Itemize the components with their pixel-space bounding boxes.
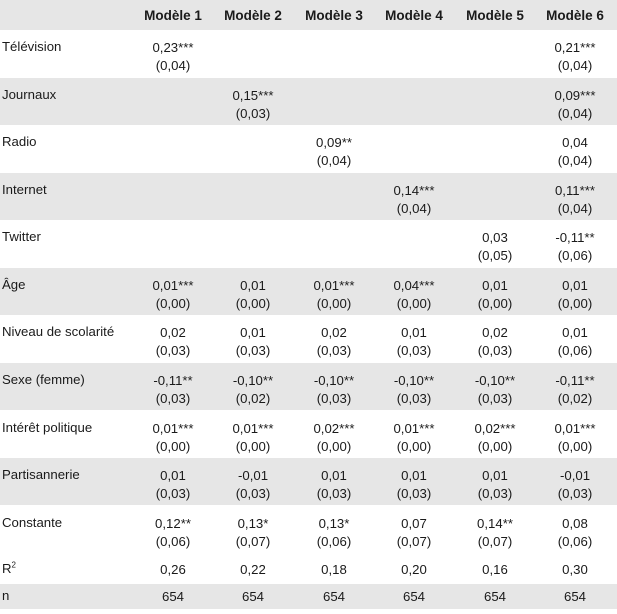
table-cell: [133, 420, 213, 456]
table-cell: [535, 515, 615, 551]
standard-error: (0,04): [396, 201, 432, 216]
table-cell: [294, 515, 374, 551]
table-row: [0, 220, 617, 267]
standard-error: (0,02): [235, 391, 271, 406]
table-row: [0, 78, 617, 125]
coefficient: 0,01***: [232, 421, 274, 436]
table-cell: [455, 372, 535, 408]
coefficient: 0,02: [160, 325, 186, 340]
coefficient: 0,09**: [316, 135, 352, 150]
table-row: [0, 125, 617, 172]
standard-error: (0,05): [477, 248, 513, 263]
standard-error: (0,03): [396, 391, 432, 406]
table-cell: [535, 277, 615, 313]
table-row: [0, 30, 617, 77]
coefficient: 0,21***: [554, 40, 596, 55]
table-cell: [374, 420, 454, 456]
standard-error: (0,07): [477, 534, 513, 549]
coefficient: -0,01: [559, 468, 591, 483]
coefficient: 0,13*: [237, 516, 269, 531]
coefficient: 0,01***: [152, 421, 194, 436]
table-cell: [374, 324, 454, 360]
table-cell: [535, 134, 615, 170]
table-cell: [294, 420, 374, 456]
coefficient: 0,01***: [152, 278, 194, 293]
standard-error: (0,03): [316, 486, 352, 501]
table-cell: [535, 324, 615, 360]
row-label: Journaux: [2, 87, 57, 102]
coefficient: 0,15***: [232, 88, 274, 103]
coefficient: -0,11**: [555, 230, 595, 245]
n-row: [0, 584, 617, 609]
standard-error: (0,04): [557, 106, 593, 121]
table-cell: [455, 324, 535, 360]
standard-error: (0,00): [235, 296, 271, 311]
coefficient: 0,09***: [554, 88, 596, 103]
table-cell: [455, 277, 535, 313]
table-cell: [374, 182, 454, 218]
r-squared-row-value: 0,26: [160, 562, 186, 577]
table-cell: [535, 372, 615, 408]
table-cell: [535, 39, 615, 75]
n-row-label: [2, 588, 9, 603]
row-label: Télévision: [2, 39, 62, 54]
coefficient: 0,01: [482, 468, 508, 483]
table-cell: [133, 467, 213, 503]
coefficient: 0,14***: [393, 183, 435, 198]
coefficient: 0,01: [321, 468, 347, 483]
row-label: Twitter: [2, 229, 41, 244]
standard-error: (0,00): [235, 439, 271, 454]
standard-error: (0,06): [557, 534, 593, 549]
table-cell: [374, 277, 454, 313]
coefficient: -0,11**: [555, 373, 595, 388]
coefficient: 0,14**: [477, 516, 513, 531]
standard-error: (0,03): [396, 343, 432, 358]
r-squared-row-value: 0,20: [401, 562, 427, 577]
standard-error: (0,00): [557, 296, 593, 311]
table-cell: [294, 324, 374, 360]
coefficient: 0,02: [482, 325, 508, 340]
coefficient: 0,01: [482, 278, 508, 293]
standard-error: (0,00): [477, 439, 513, 454]
standard-error: (0,00): [557, 439, 593, 454]
coefficient: -0,10**: [313, 373, 355, 388]
table-cell: [374, 515, 454, 551]
table-cell: [294, 277, 374, 313]
n-row-value: 654: [161, 589, 184, 604]
column-header-4: Modèle 4: [385, 8, 443, 23]
n-row-value: 654: [241, 589, 264, 604]
table-cell: [455, 420, 535, 456]
table-row: [0, 506, 617, 553]
column-header-5: Modèle 5: [466, 8, 524, 23]
coefficient: 0,01: [401, 468, 427, 483]
column-header-2: Modèle 2: [224, 8, 282, 23]
table-cell: [213, 420, 293, 456]
standard-error: (0,03): [477, 343, 513, 358]
standard-error: (0,00): [155, 296, 191, 311]
table-cell: [294, 467, 374, 503]
table-cell: [213, 372, 293, 408]
coefficient: 0,23***: [152, 40, 194, 55]
r-squared-row-label-superscript: 2: [11, 560, 16, 570]
coefficient: 0,01: [240, 325, 266, 340]
table-cell: [374, 467, 454, 503]
coefficient: 0,01: [160, 468, 186, 483]
table-cell: [213, 324, 293, 360]
coefficient: 0,08: [562, 516, 588, 531]
standard-error: (0,06): [155, 534, 191, 549]
coefficient: -0,10**: [232, 373, 274, 388]
standard-error: (0,03): [235, 106, 271, 121]
row-label: Niveau de scolarité: [2, 324, 115, 339]
coefficient: 0,04: [562, 135, 588, 150]
standard-error: (0,04): [557, 58, 593, 73]
r-squared-row-label: [2, 561, 16, 576]
row-label: Internet: [2, 182, 47, 197]
r-squared-row-value: 0,22: [240, 562, 266, 577]
standard-error: (0,03): [235, 486, 271, 501]
row-label: Intérêt politique: [2, 420, 93, 435]
n-row-value: 654: [322, 589, 345, 604]
row-label: Constante: [2, 515, 63, 530]
table-row: [0, 315, 617, 362]
coefficient: 0,01: [240, 278, 266, 293]
table-cell: [133, 277, 213, 313]
standard-error: (0,03): [155, 391, 191, 406]
standard-error: (0,03): [316, 343, 352, 358]
standard-error: (0,00): [396, 439, 432, 454]
standard-error: (0,03): [235, 343, 271, 358]
coefficient: 0,01: [562, 325, 588, 340]
table-cell: [294, 134, 374, 170]
table-cell: [535, 229, 615, 265]
table-cell: [133, 372, 213, 408]
coefficient: 0,01: [401, 325, 427, 340]
standard-error: (0,00): [316, 296, 352, 311]
standard-error: (0,06): [557, 343, 593, 358]
r-squared-row-value: 0,30: [562, 562, 588, 577]
coefficient: 0,01: [562, 278, 588, 293]
n-row-label-text: n: [2, 588, 10, 603]
table-cell: [133, 39, 213, 75]
standard-error: (0,03): [316, 391, 352, 406]
table-cell: [133, 515, 213, 551]
standard-error: (0,00): [316, 439, 352, 454]
standard-error: (0,06): [557, 248, 593, 263]
coefficient: 0,01***: [393, 421, 435, 436]
standard-error: (0,03): [477, 391, 513, 406]
standard-error: (0,00): [396, 296, 432, 311]
standard-error: (0,03): [477, 486, 513, 501]
table-row: [0, 411, 617, 458]
coefficient: -0,01: [237, 468, 269, 483]
standard-error: (0,04): [155, 58, 191, 73]
standard-error: (0,07): [396, 534, 432, 549]
standard-error: (0,04): [557, 153, 593, 168]
coefficient: 0,02: [321, 325, 347, 340]
row-label: Sexe (femme): [2, 372, 85, 387]
standard-error: (0,02): [557, 391, 593, 406]
standard-error: (0,06): [316, 534, 352, 549]
table-cell: [535, 420, 615, 456]
coefficient: 0,02***: [313, 421, 355, 436]
coefficient: 0,11***: [554, 183, 596, 198]
standard-error: (0,04): [316, 153, 352, 168]
standard-error: (0,00): [155, 439, 191, 454]
table-row: [0, 268, 617, 315]
table-cell: [455, 515, 535, 551]
r-squared-row-value: 0,18: [321, 562, 347, 577]
standard-error: (0,03): [155, 486, 191, 501]
coefficient: 0,12**: [155, 516, 191, 531]
column-header-3: Modèle 3: [305, 8, 363, 23]
table-cell: [374, 372, 454, 408]
table-cell: [455, 467, 535, 503]
coefficient: 0,01***: [313, 278, 355, 293]
table-cell: [294, 372, 374, 408]
coefficient: 0,02***: [474, 421, 516, 436]
table-cell: [133, 324, 213, 360]
coefficient: 0,03: [482, 230, 508, 245]
table-cell: [213, 515, 293, 551]
row-label: Âge: [2, 277, 26, 292]
r-squared-row-value: 0,16: [482, 562, 508, 577]
column-header-6: Modèle 6: [546, 8, 604, 23]
n-row-value: 654: [402, 589, 425, 604]
standard-error: (0,00): [477, 296, 513, 311]
row-label: Radio: [2, 134, 37, 149]
table-row: [0, 458, 617, 505]
coefficient: 0,01***: [554, 421, 596, 436]
coefficient: 0,04***: [393, 278, 435, 293]
coefficient: -0,10**: [474, 373, 516, 388]
standard-error: (0,04): [557, 201, 593, 216]
standard-error: (0,03): [396, 486, 432, 501]
standard-error: (0,03): [557, 486, 593, 501]
table-row: [0, 363, 617, 410]
r-squared-row-label-text: R: [2, 561, 12, 576]
n-row-value: 654: [563, 589, 586, 604]
row-label: Partisannerie: [2, 467, 80, 482]
table-cell: [535, 182, 615, 218]
table-cell: [455, 229, 535, 265]
table-cell: [535, 467, 615, 503]
table-cell: [213, 87, 293, 123]
table-cell: [213, 277, 293, 313]
column-header-1: Modèle 1: [144, 8, 202, 23]
standard-error: (0,07): [235, 534, 271, 549]
coefficient: 0,07: [401, 516, 427, 531]
coefficient: 0,13*: [318, 516, 350, 531]
table-cell: [213, 467, 293, 503]
coefficient: -0,10**: [393, 373, 435, 388]
coefficient: -0,11**: [153, 373, 193, 388]
header-row: [0, 0, 617, 30]
r-squared-row: [0, 557, 617, 582]
table-row: [0, 173, 617, 220]
table-cell: [535, 87, 615, 123]
n-row-value: 654: [483, 589, 506, 604]
standard-error: (0,03): [155, 343, 191, 358]
